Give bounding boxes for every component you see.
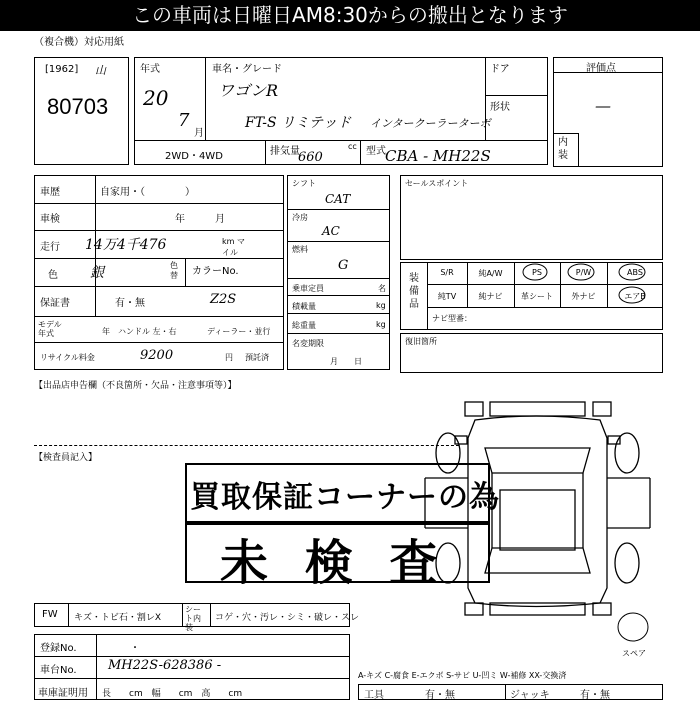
fw-label: FW <box>42 609 58 620</box>
lot-code: [1962] <box>45 64 79 75</box>
navi-label: ナビ型番： <box>432 314 472 323</box>
stamp-line2: 未 検 査 <box>220 535 448 591</box>
inspector-label: 【検査員記入】 <box>34 453 98 463</box>
recycle-value: 9200 <box>140 348 174 363</box>
equip-ext-navi: 外ナビ <box>571 292 596 301</box>
year-value: 20 <box>143 86 169 110</box>
sales-point-label: セールスポイント <box>405 179 469 188</box>
inspection-label: 車検 <box>40 214 60 225</box>
recycle-label: リサイクル料金 <box>40 353 95 362</box>
name-change-unit: 月 日 <box>330 357 362 366</box>
door-label: ドア <box>490 64 510 75</box>
fuel-label: 燃料 <box>292 245 308 254</box>
seat-label: シート内装 <box>185 605 201 632</box>
equip-power-window: P/W <box>575 268 592 277</box>
mileage-label: 走行 <box>40 242 60 253</box>
displacement-value: 660 <box>298 150 323 165</box>
displacement-label: 排気量 <box>270 146 300 157</box>
model-year-label: モデル年式 <box>38 320 62 338</box>
tools-value: 有・無 <box>425 690 455 701</box>
handle-label: ハンドル 左・右 <box>118 327 177 336</box>
rating-value: — <box>595 96 611 115</box>
deposit-label: 預託済 <box>245 353 269 362</box>
shape-label: 形状 <box>490 102 510 113</box>
shift-label: シフト <box>292 179 316 188</box>
chassis-label: 車台No. <box>40 665 77 676</box>
weight-unit: kg <box>376 320 386 329</box>
detail-block <box>34 175 284 370</box>
name-change-label: 名変期限 <box>292 339 324 348</box>
mileage-unit: km マイル <box>222 237 245 257</box>
name-label: 車名・グレード <box>212 64 282 75</box>
lot-number: 80703 <box>47 94 109 119</box>
load-unit: kg <box>376 301 386 310</box>
load-label: 積載量 <box>292 302 316 311</box>
lot-box <box>34 57 129 165</box>
grade: FT-S リミテッド <box>245 115 352 131</box>
rating-label: 評価点 <box>586 63 616 74</box>
recycle-unit: 円 <box>225 353 233 362</box>
report-label: 【出品店申告欄（不良箇所・欠品・注意事項等）】 <box>34 381 237 391</box>
drive-options: 2WD・4WD <box>165 151 223 162</box>
fuel-value: G <box>338 258 349 273</box>
equipment-label: 装備品 <box>409 273 419 310</box>
color-no-label: カラーNo. <box>192 266 239 277</box>
year-label: 年式 <box>140 64 160 75</box>
lot-mark: 山 <box>95 64 106 77</box>
capacity-label: 乗車定員 <box>292 284 324 293</box>
color-value: 銀 <box>90 265 104 281</box>
inspection-fields: 年 月 <box>175 214 225 225</box>
restoration-label: 復旧箇所 <box>405 337 437 346</box>
equip-airbag: エアB <box>624 292 646 301</box>
weight-label: 総重量 <box>292 321 316 330</box>
jack-label: ジャッキ <box>510 690 550 701</box>
cert-label: 車庫証明用 <box>38 688 88 699</box>
restoration-box <box>400 333 663 373</box>
mileage-value: 14万4千476 <box>85 237 167 253</box>
spare-label: スペア <box>622 649 646 658</box>
ac-value: AC <box>322 224 340 238</box>
displacement-unit: cc <box>348 142 357 151</box>
interior-label: 内装 <box>558 137 568 161</box>
chassis-value: MH22S-628386 - <box>108 658 222 673</box>
damage-legend: A-キズ C-腐食 E-エクボ S-サビ U-凹ミ W-補修 XX-交換済 <box>358 671 567 680</box>
warranty-note: Z2S <box>210 292 237 307</box>
shift-value: CAT <box>325 192 351 206</box>
header-strip: （複合機）対応用紙 <box>34 37 124 48</box>
color-label: 色 <box>48 270 58 281</box>
equip-tv: 純TV <box>437 292 457 301</box>
model-year-unit: 年 <box>102 327 110 336</box>
car-name: ワゴンR <box>218 81 279 100</box>
equip-power-steering: PS <box>532 268 542 277</box>
tools-label: 工具 <box>364 690 384 701</box>
equip-leather: 革シート <box>521 292 553 301</box>
grade-extra: インタークーラーターボ <box>370 117 491 130</box>
capacity-unit: 名 <box>378 284 386 293</box>
warranty-value: 有・無 <box>115 298 145 309</box>
jack-value: 有・無 <box>580 690 610 701</box>
month-value: 7 <box>178 110 190 131</box>
color-sub: 色替 <box>170 261 178 280</box>
dealer-label: ディーラー・並行 <box>207 327 271 336</box>
equip-navi: 純ナビ <box>478 292 503 301</box>
fw-legend: キズ・トビ石・割レX <box>74 613 161 623</box>
top-banner: この車両は日曜日AM8:30からの搬出となります <box>0 0 700 31</box>
warranty-label: 保証書 <box>40 298 70 309</box>
cert-fields: 長 cm 幅 cm 高 cm <box>102 689 243 699</box>
equipment-check-marks <box>400 262 663 312</box>
history-label: 車歴 <box>40 187 60 198</box>
seat-legend: コゲ・穴・汚レ・シミ・破レ・スレ <box>215 613 360 623</box>
model-label: 型式 <box>366 146 386 157</box>
reg-no-label: 登録No. <box>40 643 77 654</box>
equip-abs: ABS <box>627 268 643 277</box>
history-value: 自家用・（ ） <box>100 187 195 198</box>
stamp-line1: 買取保証コーナーの為 <box>190 480 500 515</box>
reg-no-value: ・ <box>130 643 140 654</box>
equip-sr: S/R <box>440 268 454 277</box>
month-unit: 月 <box>194 128 204 139</box>
equip-alloy-wheel: 純A/W <box>478 269 503 278</box>
ac-label: 冷房 <box>292 213 308 222</box>
model-value: CBA - MH22S <box>385 147 491 165</box>
spare-tire-icon <box>615 610 651 644</box>
